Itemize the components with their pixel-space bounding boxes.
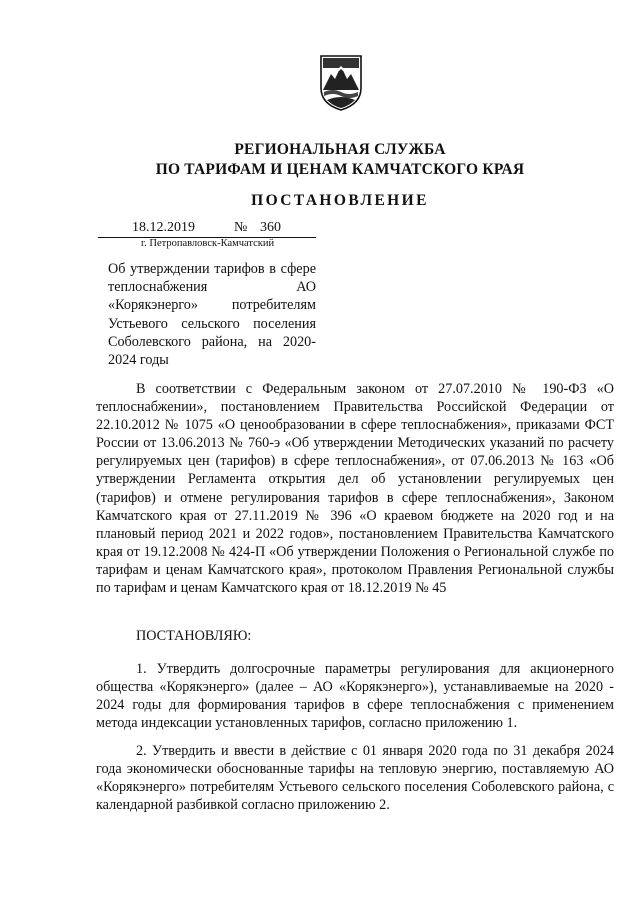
document-date: 18.12.2019 [132, 220, 195, 235]
decree-heading: ПОСТАНОВЛЯЮ: [136, 628, 252, 644]
coat-of-arms-icon [319, 54, 363, 112]
number-sign: № [234, 220, 248, 235]
document-number: 360 [260, 220, 281, 235]
document-city: г. Петропавловск-Камчатский [141, 238, 275, 249]
preamble-paragraph: В соответствии с Федеральным законом от 27.07.2010 № 190-ФЗ «О теплоснабжении», постановлением Правительства Российской Федерации от 22.10.2012 № 1075 «О ценообразовании в сфере теплоснабжения», приказами ФСТ России от 13.06.2013 № 760-э «Об утверждении Методических указаний по расчету регулируемых цен (тарифов) в сфере теплоснабжения», от 07.06.2013 № 163 «Об утверждении Регламента открытия дел об установлении регулируемых цен (тарифов) и отмене регулирования тарифов в сфере теплоснабжения», Законом Камчатского края от 27.11.2019 № 396 «О краевом бюджете на 2020 год и на плановый период 2021 и 2022 годов», постановлением Правительства Камчатского края от 19.12.2008 № 424-П «Об утверждении Положения о Региональной службе по тарифам и ценам Камчатского края», протоколом Правления Региональной службы по тарифам и ценам Камчатского края от 18.12.2019 № 45 [96, 381, 614, 597]
document-subject-text: Об утверждении тарифов в сфере теплоснабжения АО «Корякэнерго» потребителям Устьевого сельского поселения Соболевского района, на 2020- [108, 261, 316, 350]
organization-name-line2: ПО ТАРИФАМ И ЦЕНАМ КАМЧАТСКОГО КРАЯ [155, 161, 525, 178]
document-type-title: ПОСТАНОВЛЕНИЕ [251, 192, 429, 209]
document-subject-last-line: 2024 годы [108, 352, 169, 369]
organization-name [120, 140, 560, 180]
clause-1: 1. Утвердить долгосрочные параметры регулирования для акционерного общества «Корякэнерго» (далее – АО «Корякэнерго»), устанавливаемые на 2020 - 2024 годы для формирования тарифов в сфере теплоснабжения с применением метода индексации установленных тарифов, согласно приложению 1. [96, 661, 614, 732]
clause-2: 2. Утвердить и ввести в действие с 01 января 2020 года по 31 декабря 2024 года экономически обоснованные тарифы на тепловую энергию, поставляемую АО «Корякэнерго» потребителям Устьевого сельского поселения Соболевского района, с календарной разбивкой согласно приложению 2. [96, 743, 614, 814]
date-number-line [98, 220, 316, 238]
organization-name-line1: РЕГИОНАЛЬНАЯ СЛУЖБА [234, 141, 446, 158]
document-subject [108, 260, 316, 369]
